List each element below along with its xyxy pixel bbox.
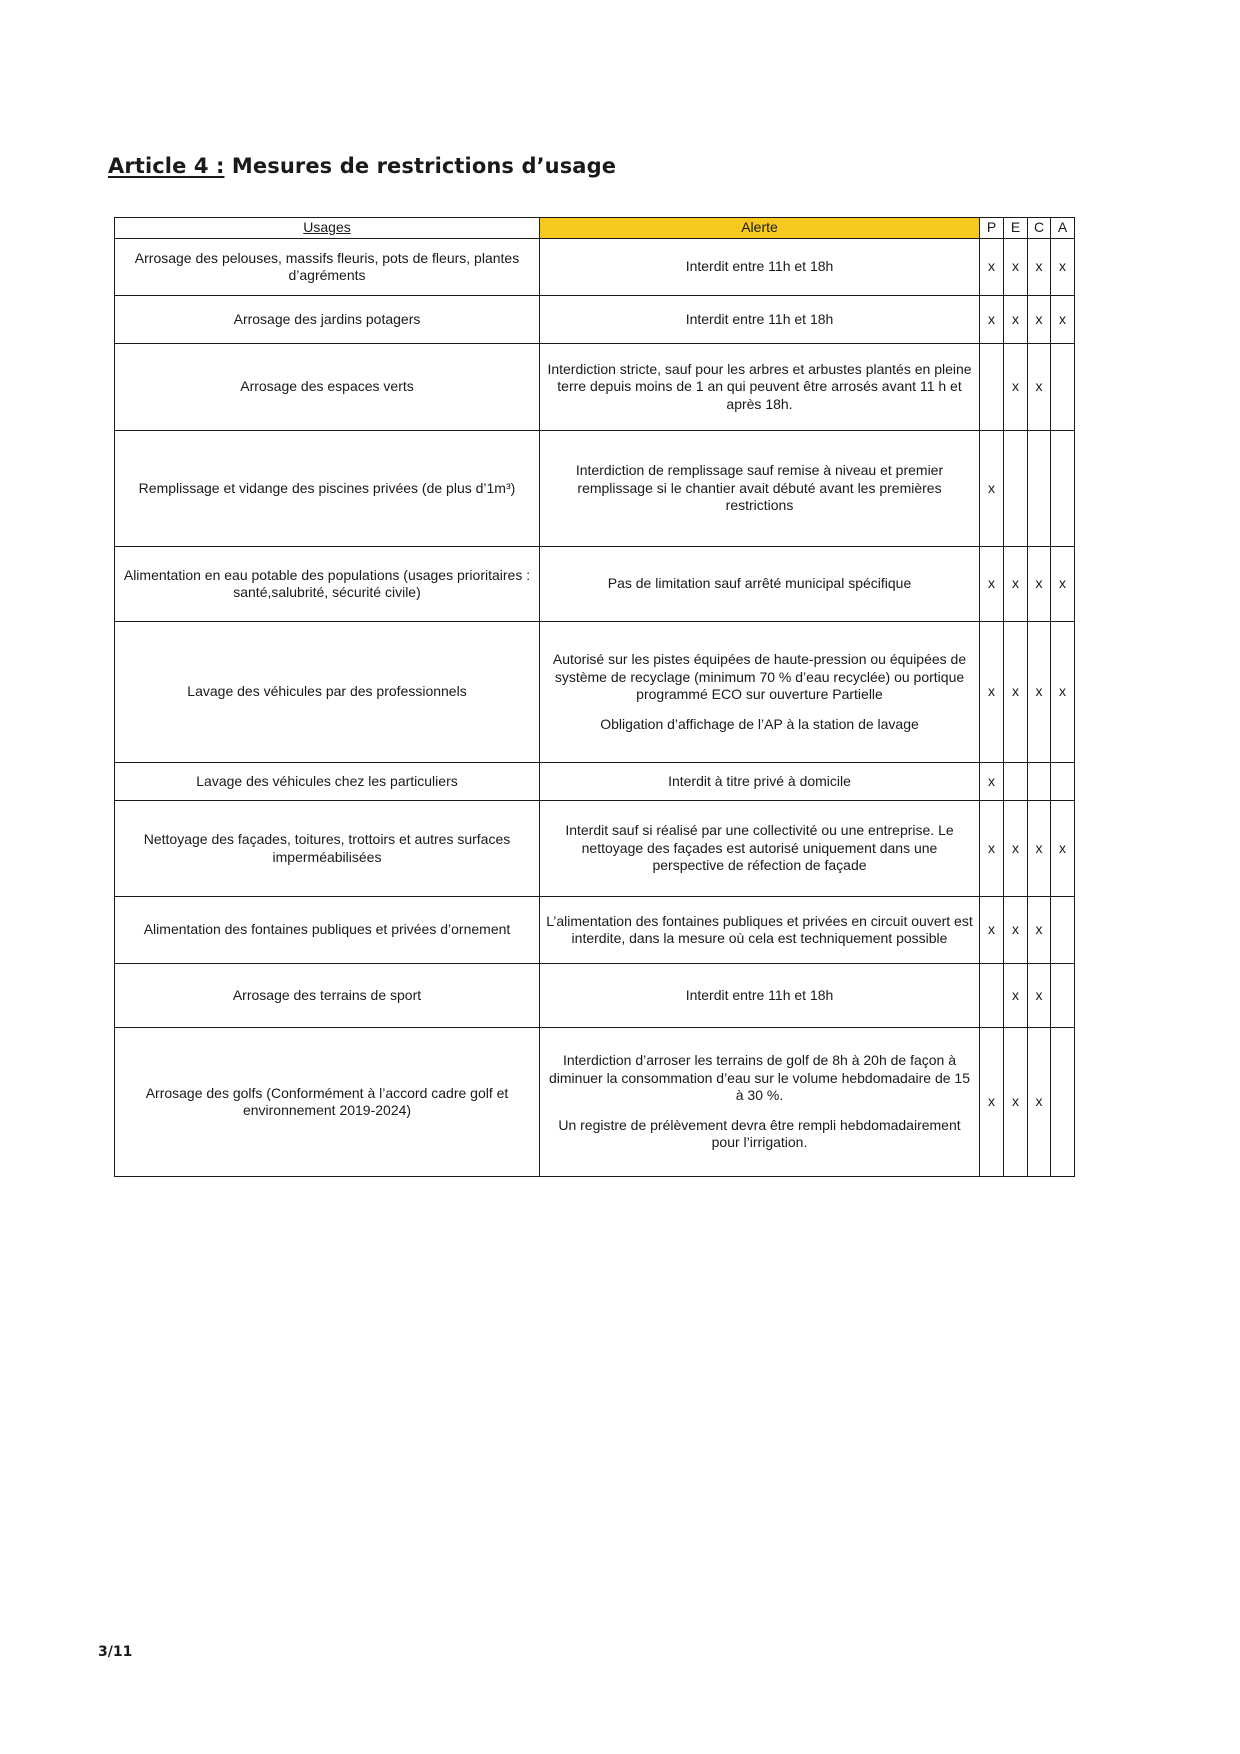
- mesure-text: Pas de limitation sauf arrêté municipal spécifique: [607, 575, 912, 592]
- level-cell-e: [1004, 763, 1028, 801]
- level-cell-a: x: [1051, 547, 1075, 622]
- level-cell-c: x: [1028, 547, 1051, 622]
- level-cell-p: x: [980, 1028, 1004, 1177]
- mesure-cell: [540, 897, 980, 964]
- mesure-text: Autorisé sur les pistes équipées de haute-pression ou équipées de système de recyclage (minimum 70 % d’eau recyclée) ou portique programmé ECO sur ouverture Partielle: [552, 651, 967, 702]
- table-row: [115, 431, 1075, 547]
- level-cell-a: [1051, 763, 1075, 801]
- usage-cell: Arrosage des jardins potagers: [115, 296, 540, 344]
- mesure-cell: [540, 344, 980, 431]
- usage-cell: Arrosage des golfs (Conformément à l’accord cadre golf et environnement 2019-2024): [115, 1028, 540, 1177]
- page-title: [108, 154, 616, 178]
- level-cell-c: x: [1028, 897, 1051, 964]
- level-cell-c: [1028, 431, 1051, 547]
- header-level-e: E: [1004, 218, 1028, 239]
- level-cell-a: [1051, 964, 1075, 1028]
- level-cell-e: [1004, 431, 1028, 547]
- level-cell-a: x: [1051, 622, 1075, 763]
- level-cell-e: x: [1004, 239, 1028, 296]
- mesure-text: Interdit à titre privé à domicile: [668, 772, 851, 789]
- mesure-cell: [540, 763, 980, 801]
- usage-cell: Lavage des véhicules par des professionnels: [115, 622, 540, 763]
- mesure-text: L’alimentation des fontaines publiques et privées en circuit ouvert est interdite, dans la mesure où cela est techniquement possible: [546, 912, 973, 946]
- table-row: [115, 547, 1075, 622]
- table-row: [115, 622, 1075, 763]
- header-usages: Usages: [115, 218, 540, 239]
- level-cell-e: x: [1004, 296, 1028, 344]
- mesure-cell: [540, 239, 980, 296]
- level-cell-p: x: [980, 547, 1004, 622]
- mesure-cell: [540, 801, 980, 897]
- level-cell-p: [980, 964, 1004, 1028]
- mesure-cell: [540, 431, 980, 547]
- header-alerte: Alerte: [540, 218, 980, 239]
- table-row: [115, 1028, 1075, 1177]
- level-cell-e: x: [1004, 547, 1028, 622]
- level-cell-a: [1051, 431, 1075, 547]
- table-row: [115, 239, 1075, 296]
- table-row: [115, 964, 1075, 1028]
- mesure-cell: [540, 964, 980, 1028]
- table-row: [115, 763, 1075, 801]
- mesure-cell: [540, 622, 980, 763]
- level-cell-p: x: [980, 801, 1004, 897]
- table-row: [115, 801, 1075, 897]
- usage-cell: Alimentation des fontaines publiques et privées d’ornement: [115, 897, 540, 964]
- mesure-cell: [540, 547, 980, 622]
- level-cell-a: x: [1051, 239, 1075, 296]
- level-cell-a: x: [1051, 296, 1075, 344]
- level-cell-p: [980, 344, 1004, 431]
- mesure-cell: [540, 296, 980, 344]
- usage-cell: Nettoyage des façades, toitures, trottoirs et autres surfaces imperméabilisées: [115, 801, 540, 897]
- level-cell-p: x: [980, 622, 1004, 763]
- level-cell-a: [1051, 1028, 1075, 1177]
- level-cell-e: x: [1004, 622, 1028, 763]
- level-cell-c: x: [1028, 296, 1051, 344]
- level-cell-e: x: [1004, 801, 1028, 897]
- usage-cell: Alimentation en eau potable des populations (usages prioritaires : santé,salubrité, sécurité civile): [115, 547, 540, 622]
- level-cell-e: x: [1004, 964, 1028, 1028]
- mesure-text: Interdit entre 11h et 18h: [685, 310, 834, 327]
- table-body: [115, 239, 1075, 1177]
- usage-cell: Arrosage des terrains de sport: [115, 964, 540, 1028]
- level-cell-a: [1051, 344, 1075, 431]
- level-cell-e: x: [1004, 1028, 1028, 1177]
- mesure-note: Un registre de prélèvement devra être rempli hebdomadairement pour l’irrigation.: [558, 1116, 961, 1151]
- usage-cell: Remplissage et vidange des piscines privées (de plus d’1m³): [115, 431, 540, 547]
- table-row: [115, 296, 1075, 344]
- mesure-text: Interdit sauf si réalisé par une collectivité ou une entreprise. Le nettoyage des façades est autorisé uniquement dans une perspective de réfection de façade: [565, 822, 954, 874]
- header-level-a: A: [1051, 218, 1075, 239]
- level-cell-p: x: [980, 296, 1004, 344]
- level-cell-p: x: [980, 763, 1004, 801]
- usage-cell: Lavage des véhicules chez les particuliers: [115, 763, 540, 801]
- mesure-cell: [540, 1028, 980, 1177]
- level-cell-p: x: [980, 431, 1004, 547]
- level-cell-p: x: [980, 239, 1004, 296]
- level-cell-e: x: [1004, 897, 1028, 964]
- header-level-c: C: [1028, 218, 1051, 239]
- level-cell-c: x: [1028, 1028, 1051, 1177]
- table-row: [115, 344, 1075, 431]
- mesure-text: Interdiction d’arroser les terrains de golf de 8h à 20h de façon à diminuer la consommation d’eau sur le volume hebdomadaire de 15 à 30 %.: [548, 1052, 971, 1104]
- level-cell-e: x: [1004, 344, 1028, 431]
- article-label: Article 4 :: [108, 154, 225, 178]
- level-cell-c: [1028, 763, 1051, 801]
- restrictions-table: [114, 217, 1075, 1177]
- mesure-note: Obligation d’affichage de l’AP à la station de lavage: [600, 715, 919, 732]
- mesure-text: Interdiction de remplissage sauf remise à niveau et premier remplissage si le chantier avait débuté avant les premières restrictions: [575, 462, 944, 514]
- table-row: [115, 897, 1075, 964]
- level-cell-c: x: [1028, 344, 1051, 431]
- page-number: 3/11: [98, 1644, 133, 1660]
- mesure-text: Interdit entre 11h et 18h: [685, 986, 834, 1003]
- usage-cell: Arrosage des espaces verts: [115, 344, 540, 431]
- level-cell-a: [1051, 897, 1075, 964]
- header-level-p: P: [980, 218, 1004, 239]
- level-cell-c: x: [1028, 622, 1051, 763]
- level-cell-c: x: [1028, 801, 1051, 897]
- level-cell-p: x: [980, 897, 1004, 964]
- level-cell-c: x: [1028, 239, 1051, 296]
- mesure-text: Interdiction stricte, sauf pour les arbres et arbustes plantés en pleine terre depuis moins de 1 an qui peuvent être arrosés avant 11 h et après 18h.: [547, 360, 972, 412]
- table-header-row: [115, 218, 1075, 239]
- article-heading: Mesures de restrictions d’usage: [231, 154, 617, 178]
- mesure-text: Interdit entre 11h et 18h: [685, 258, 834, 275]
- level-cell-a: x: [1051, 801, 1075, 897]
- level-cell-c: x: [1028, 964, 1051, 1028]
- usage-cell: Arrosage des pelouses, massifs fleuris, pots de fleurs, plantes d’agréments: [115, 239, 540, 296]
